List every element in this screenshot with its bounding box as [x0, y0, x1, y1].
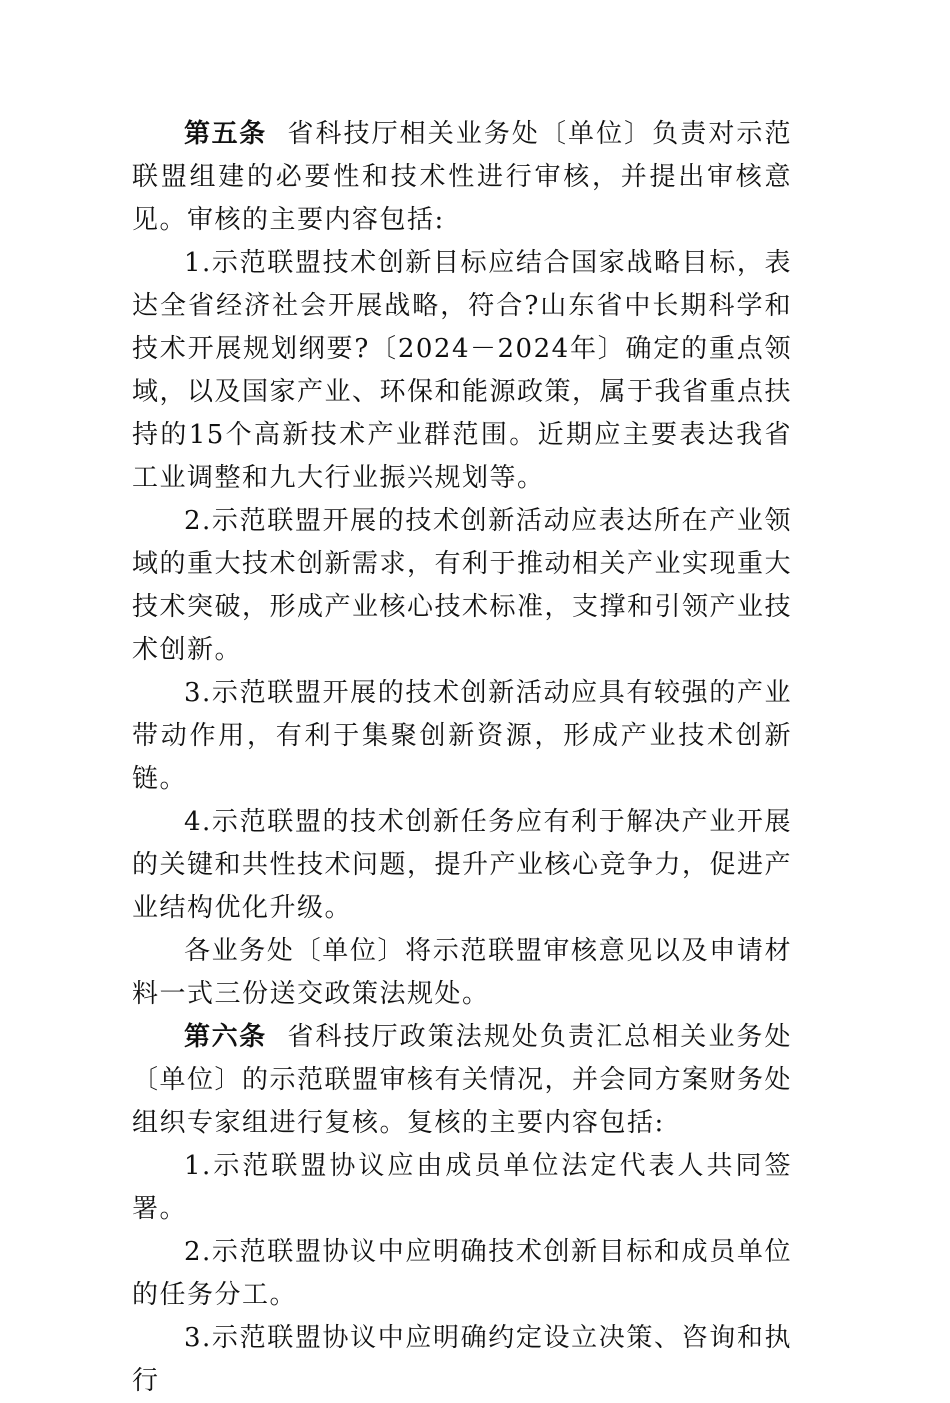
article-6-paragraph: [132, 1016, 792, 1145]
article-6-item-3: 3.示范联盟协议中应明确约定设立决策、咨询和执行: [132, 1323, 792, 1396]
article-5-paragraph: [132, 113, 792, 242]
article-5-item-3: 3.示范联盟开展的技术创新活动应具有较强的产业带动作用，有利于集聚创新资源，形成产业技术创新链。: [132, 678, 792, 794]
article-5-item-1: 1.示范联盟技术创新目标应结合国家战略目标，表达全省经济社会开展战略，符合?山东省中长期科学和技术开展规划纲要?〔2024－2024年〕确定的重点领域，以及国家产业、环保和能源政策，属于我省重点扶持的15个高新技术产业群范围。近期应主要表达我省工业调整和九大行业振兴规划等。: [132, 248, 793, 493]
article-5-closing: 各业务处〔单位〕将示范联盟审核意见以及申请材料一式三份送交政策法规处。: [132, 936, 792, 1009]
article-6-item-1: 1.示范联盟协议应由成员单位法定代表人共同签署。: [132, 1151, 792, 1224]
article-5-item-2: 2.示范联盟开展的技术创新活动应表达所在产业领域的重大技术创新需求，有利于推动相关产业实现重大技术突破，形成产业核心技术标准，支撑和引领产业技术创新。: [132, 506, 793, 665]
document-page: [132, 113, 792, 1403]
article-5-intro: 省科技厅相关业务处〔单位〕负责对示范联盟组建的必要性和技术性进行审核，并提出审核意见。审核的主要内容包括:: [132, 119, 792, 235]
article-6-item-2: 2.示范联盟协议中应明确技术创新目标和成员单位的任务分工。: [132, 1237, 792, 1310]
article-6-intro: 省科技厅政策法规处负责汇总相关业务处〔单位〕的示范联盟审核有关情况，并会同方案财务处组织专家组进行复核。复核的主要内容包括:: [132, 1022, 793, 1138]
article-5-item-4: 4.示范联盟的技术创新任务应有利于解决产业开展的关键和共性技术问题，提升产业核心竞争力，促进产业结构优化升级。: [132, 807, 793, 923]
article-5-heading: 第五条: [184, 119, 267, 149]
article-6-heading: 第六条: [184, 1022, 267, 1052]
